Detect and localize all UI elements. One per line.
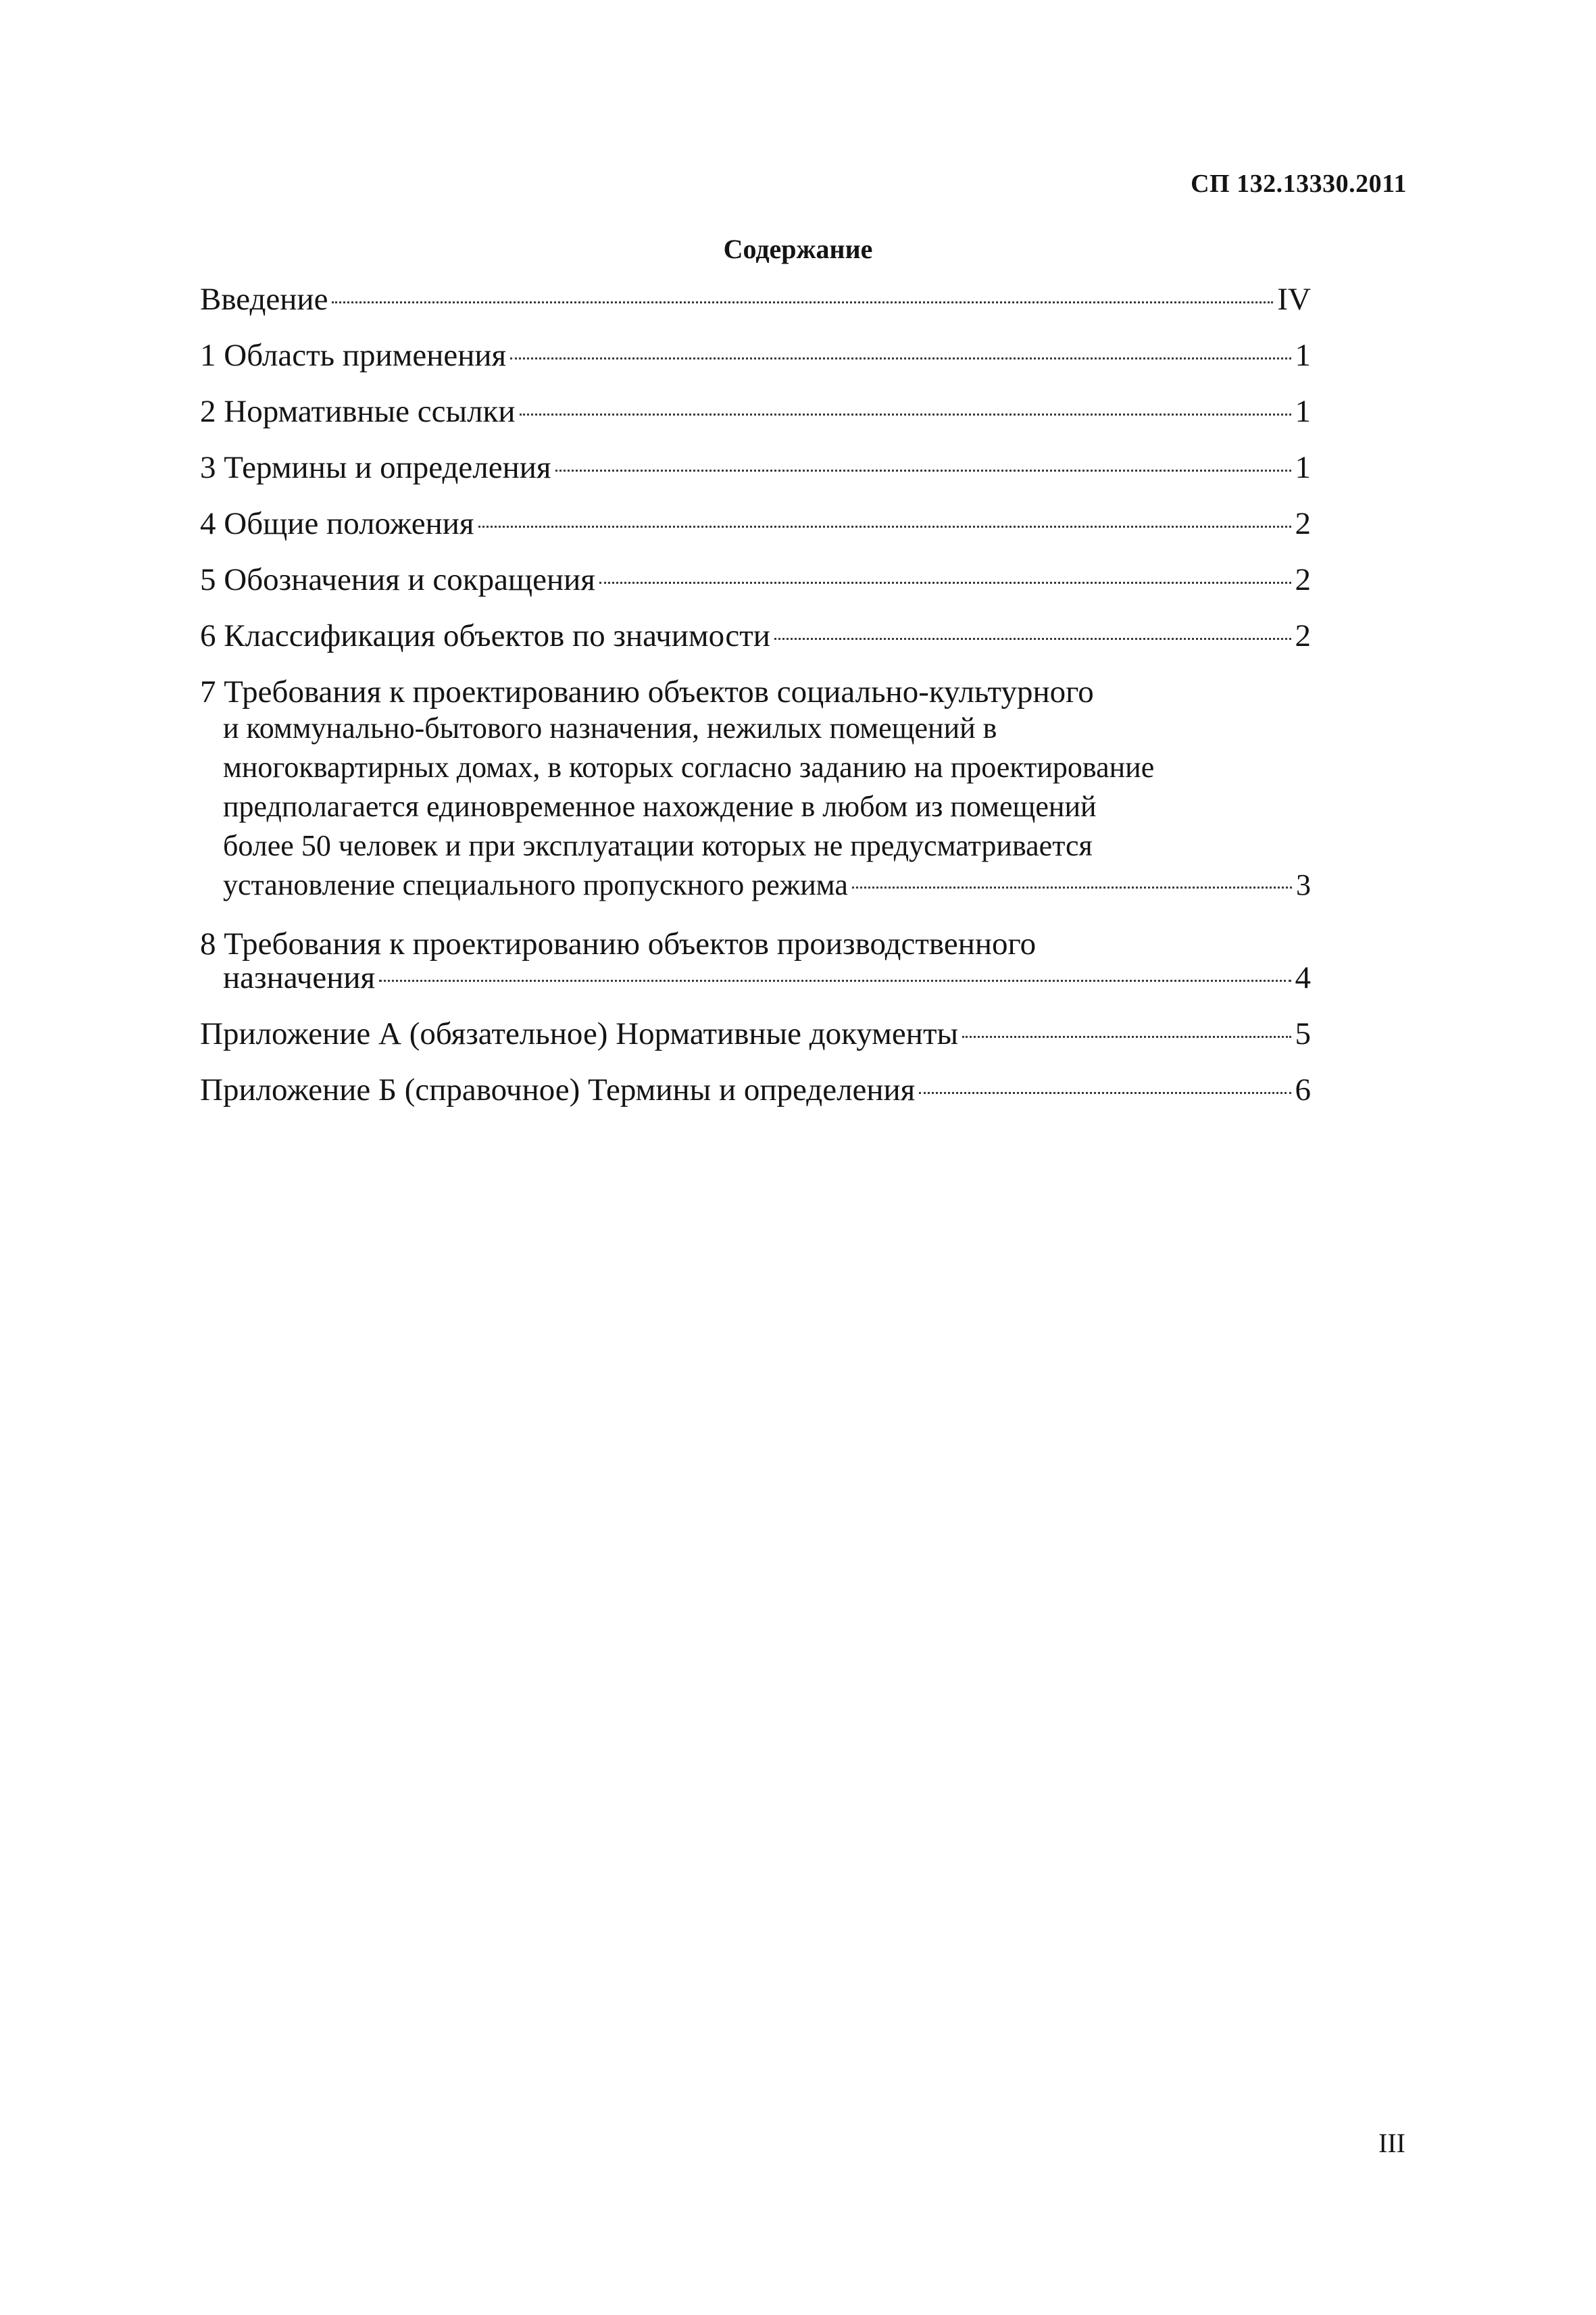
toc-page-number: IV [1277, 282, 1311, 317]
toc-entry-continuation: назначения [223, 960, 376, 995]
toc-entry-title: 7 Требования к проектированию объектов социально-культурного [200, 674, 1094, 710]
toc-page-number: 3 [1296, 868, 1311, 901]
toc-item-industrial-facilities[interactable] [200, 927, 1311, 995]
toc-page-number: 2 [1295, 618, 1311, 653]
toc-entry-title: 1 Область применения [200, 338, 507, 373]
toc-item-classification[interactable] [200, 619, 1311, 653]
toc-entry-title: 2 Нормативные ссылки [200, 394, 516, 429]
dot-leader [478, 526, 1291, 528]
dot-leader [919, 1092, 1291, 1094]
toc-item-introduction[interactable] [200, 282, 1311, 316]
toc-entry-title: Приложение А (обязательное) Нормативные документы [200, 1016, 959, 1051]
toc-entry-title: Приложение Б (справочное) Термины и определения [200, 1072, 916, 1107]
toc-item-general[interactable] [200, 507, 1311, 541]
dot-leader [852, 887, 1292, 889]
toc-entry-title: 6 Классификация объектов по значимости [200, 618, 770, 653]
toc-entry-title: 4 Общие положения [200, 506, 474, 541]
toc-entry-title: 8 Требования к проектированию объектов производственного [200, 926, 1037, 962]
toc-page-number: 2 [1295, 506, 1311, 541]
toc-page-number: 1 [1295, 450, 1311, 485]
toc-entry-continuation: и коммунально-бытового назначения, нежилых помещений в [223, 712, 997, 745]
dot-leader [962, 1036, 1291, 1038]
toc-item-appendix-b[interactable] [200, 1073, 1311, 1107]
table-of-contents [200, 282, 1311, 1129]
dot-leader [555, 470, 1291, 472]
document-code: СП 132.13330.2011 [1191, 170, 1407, 198]
dot-leader [332, 301, 1273, 303]
dot-leader [774, 638, 1291, 640]
toc-entry-continuation: предполагается единовременное нахождение в любом из помещений [223, 790, 1097, 823]
toc-entry-continuation: установление специального пропускного режима [223, 868, 848, 901]
dot-leader [510, 357, 1291, 359]
toc-entry-continuation: более 50 человек и при эксплуатации которых не предусматривается [223, 829, 1093, 862]
toc-item-normative-references[interactable] [200, 395, 1311, 428]
toc-page-number: 2 [1295, 562, 1311, 597]
toc-item-scope[interactable] [200, 339, 1311, 372]
toc-entry-title: Введение [200, 282, 328, 317]
toc-entry-title: 5 Обозначения и сокращения [200, 562, 595, 597]
toc-entry-continuation: многоквартирных домах, в которых согласно заданию на проектирование [223, 751, 1155, 784]
toc-title: Содержание [723, 234, 873, 264]
dot-leader [599, 582, 1291, 584]
toc-item-appendix-a[interactable] [200, 1017, 1311, 1051]
toc-entry-title: 3 Термины и определения [200, 450, 551, 485]
toc-page-number: 6 [1295, 1072, 1311, 1107]
toc-page-number: 1 [1295, 394, 1311, 429]
dot-leader [379, 980, 1291, 982]
dot-leader [520, 414, 1291, 416]
page-number: III [1378, 2128, 1405, 2158]
toc-page-number: 1 [1295, 338, 1311, 373]
toc-item-social-facilities[interactable] [200, 675, 1311, 905]
toc-page-number: 4 [1295, 960, 1311, 995]
toc-page-number: 5 [1295, 1016, 1311, 1051]
toc-item-terms[interactable] [200, 451, 1311, 484]
toc-item-abbreviations[interactable] [200, 563, 1311, 597]
